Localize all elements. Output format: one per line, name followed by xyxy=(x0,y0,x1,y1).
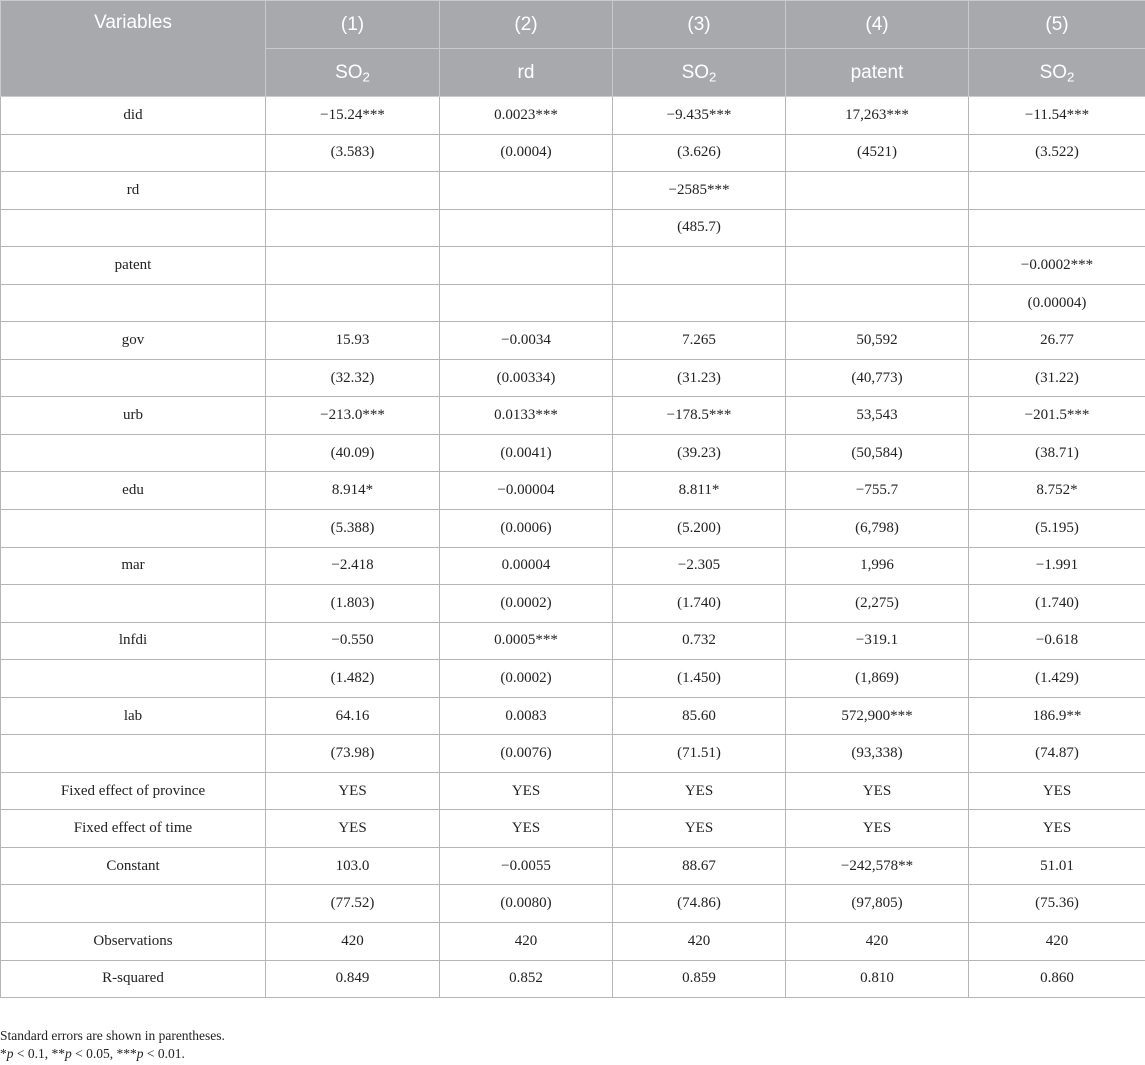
row-label xyxy=(1,510,266,548)
table-cell: 420 xyxy=(786,923,969,961)
table-cell xyxy=(786,172,969,210)
table-cell: YES xyxy=(440,772,613,810)
table-row xyxy=(1,322,1145,360)
row-label: edu xyxy=(1,472,266,510)
table-cell: (71.51) xyxy=(613,735,786,773)
table-cell: (0.00334) xyxy=(440,359,613,397)
table-cell: YES xyxy=(266,772,440,810)
table-row xyxy=(1,359,1145,397)
row-label xyxy=(1,134,266,172)
table-cell: 8.752* xyxy=(969,472,1145,510)
row-label: patent xyxy=(1,247,266,285)
table-cell xyxy=(613,284,786,322)
table-cell: −0.00004 xyxy=(440,472,613,510)
table-cell: (74.86) xyxy=(613,885,786,923)
table-cell: (40,773) xyxy=(786,359,969,397)
table-cell: 420 xyxy=(266,923,440,961)
table-cell: −1.991 xyxy=(969,547,1145,585)
table-row xyxy=(1,284,1145,322)
table-row xyxy=(1,585,1145,623)
table-cell: (2,275) xyxy=(786,585,969,623)
table-cell: (1.803) xyxy=(266,585,440,623)
row-label xyxy=(1,660,266,698)
table-cell: −755.7 xyxy=(786,472,969,510)
table-cell xyxy=(786,247,969,285)
table-notes xyxy=(0,1027,1145,1063)
table-cell: (38.71) xyxy=(969,434,1145,472)
table-cell xyxy=(266,247,440,285)
table-row xyxy=(1,697,1145,735)
row-label xyxy=(1,735,266,773)
table-cell: (97,805) xyxy=(786,885,969,923)
row-label: gov xyxy=(1,322,266,360)
table-cell xyxy=(440,247,613,285)
table-cell: 420 xyxy=(440,923,613,961)
row-label: Fixed effect of province xyxy=(1,772,266,810)
table-cell: YES xyxy=(786,810,969,848)
table-cell: −0.550 xyxy=(266,622,440,660)
table-cell: 0.859 xyxy=(613,960,786,998)
table-cell: (0.0002) xyxy=(440,585,613,623)
table-cell: (1.740) xyxy=(613,585,786,623)
table-cell: YES xyxy=(969,772,1145,810)
row-label: rd xyxy=(1,172,266,210)
table-cell: (50,584) xyxy=(786,434,969,472)
table-cell: −0.0002*** xyxy=(969,247,1145,285)
table-cell xyxy=(440,172,613,210)
row-label: Constant xyxy=(1,847,266,885)
table-cell: 85.60 xyxy=(613,697,786,735)
table-body xyxy=(1,97,1145,998)
table-cell xyxy=(786,209,969,247)
table-cell: −213.0*** xyxy=(266,397,440,435)
table-cell: 15.93 xyxy=(266,322,440,360)
table-cell: YES xyxy=(440,810,613,848)
table-row xyxy=(1,772,1145,810)
table-cell xyxy=(969,209,1145,247)
table-cell: (0.0041) xyxy=(440,434,613,472)
table-cell: 64.16 xyxy=(266,697,440,735)
row-label xyxy=(1,209,266,247)
row-label: lab xyxy=(1,697,266,735)
table-cell xyxy=(440,284,613,322)
table-cell: (77.52) xyxy=(266,885,440,923)
table-cell: −2.305 xyxy=(613,547,786,585)
table-cell: (93,338) xyxy=(786,735,969,773)
table-cell: 7.265 xyxy=(613,322,786,360)
header-col-num: (2) xyxy=(440,1,613,49)
table-cell: (74.87) xyxy=(969,735,1145,773)
table-cell: 0.810 xyxy=(786,960,969,998)
table-cell: (1.429) xyxy=(969,660,1145,698)
table-cell: 0.0005*** xyxy=(440,622,613,660)
table-cell: (1.450) xyxy=(613,660,786,698)
row-label xyxy=(1,885,266,923)
table-cell: (40.09) xyxy=(266,434,440,472)
table-row xyxy=(1,735,1145,773)
note-standard-errors: Standard errors are shown in parentheses. xyxy=(0,1028,225,1043)
table-cell: −9.435*** xyxy=(613,97,786,135)
table-cell: (73.98) xyxy=(266,735,440,773)
table-row xyxy=(1,923,1145,961)
row-label: Fixed effect of time xyxy=(1,810,266,848)
table-cell: (39.23) xyxy=(613,434,786,472)
table-header xyxy=(1,1,1145,97)
table-row xyxy=(1,547,1145,585)
row-label: R-squared xyxy=(1,960,266,998)
table-row xyxy=(1,97,1145,135)
table-row xyxy=(1,847,1145,885)
row-label: lnfdi xyxy=(1,622,266,660)
table-cell: YES xyxy=(786,772,969,810)
table-row xyxy=(1,134,1145,172)
table-cell: −0.0034 xyxy=(440,322,613,360)
table-cell: (5.200) xyxy=(613,510,786,548)
table-cell: 0.0023*** xyxy=(440,97,613,135)
table-row xyxy=(1,622,1145,660)
table-cell: 17,263*** xyxy=(786,97,969,135)
table-cell: (0.00004) xyxy=(969,284,1145,322)
row-label xyxy=(1,284,266,322)
table-row xyxy=(1,172,1145,210)
table-cell: YES xyxy=(969,810,1145,848)
table-cell: 0.860 xyxy=(969,960,1145,998)
table-cell: (4521) xyxy=(786,134,969,172)
table-cell: −11.54*** xyxy=(969,97,1145,135)
table-cell: (5.195) xyxy=(969,510,1145,548)
table-cell: (3.583) xyxy=(266,134,440,172)
table-row xyxy=(1,510,1145,548)
table-cell: 50,592 xyxy=(786,322,969,360)
table-cell: (1.482) xyxy=(266,660,440,698)
table-cell: (31.22) xyxy=(969,359,1145,397)
table-cell xyxy=(786,284,969,322)
table-row xyxy=(1,434,1145,472)
table-cell: (0.0006) xyxy=(440,510,613,548)
header-dep-var: $SO_2$ xyxy=(613,49,786,97)
row-label: did xyxy=(1,97,266,135)
table-cell: 0.0083 xyxy=(440,697,613,735)
table-cell: (485.7) xyxy=(613,209,786,247)
table-cell: 53,543 xyxy=(786,397,969,435)
row-label xyxy=(1,585,266,623)
table-cell xyxy=(613,247,786,285)
table-cell: 572,900*** xyxy=(786,697,969,735)
table-cell: 0.00004 xyxy=(440,547,613,585)
table-cell: −0.618 xyxy=(969,622,1145,660)
table-row xyxy=(1,209,1145,247)
table-cell: −242,578** xyxy=(786,847,969,885)
table-cell: YES xyxy=(613,772,786,810)
table-cell: 186.9** xyxy=(969,697,1145,735)
table-cell: 103.0 xyxy=(266,847,440,885)
table-cell: 1,996 xyxy=(786,547,969,585)
row-label: Observations xyxy=(1,923,266,961)
table-cell: (0.0002) xyxy=(440,660,613,698)
header-dep-var: rd xyxy=(440,49,613,97)
table-cell xyxy=(266,172,440,210)
table-cell: 0.0133*** xyxy=(440,397,613,435)
table-cell: 420 xyxy=(613,923,786,961)
table-cell: 88.67 xyxy=(613,847,786,885)
table-cell: −0.0055 xyxy=(440,847,613,885)
table-cell: 420 xyxy=(969,923,1145,961)
header-dep-var: $SO_2$ xyxy=(969,49,1145,97)
table-cell: −178.5*** xyxy=(613,397,786,435)
header-dep-var: patent xyxy=(786,49,969,97)
table-cell: 8.914* xyxy=(266,472,440,510)
table-cell: −15.24*** xyxy=(266,97,440,135)
table-cell: −201.5*** xyxy=(969,397,1145,435)
table-cell: 8.811* xyxy=(613,472,786,510)
table-cell: (3.626) xyxy=(613,134,786,172)
table-cell: (0.0004) xyxy=(440,134,613,172)
header-dep-var: $SO_2$ xyxy=(266,49,440,97)
table-cell: (32.32) xyxy=(266,359,440,397)
table-cell: (75.36) xyxy=(969,885,1145,923)
header-variables: Variables xyxy=(1,1,266,97)
table-cell: (1,869) xyxy=(786,660,969,698)
table-cell: 0.852 xyxy=(440,960,613,998)
header-row-numbers xyxy=(1,1,1145,49)
table-row xyxy=(1,247,1145,285)
header-col-num: (5) xyxy=(969,1,1145,49)
table-cell: YES xyxy=(266,810,440,848)
table-row xyxy=(1,810,1145,848)
note-significance: *p < 0.1, **p < 0.05, ***p < 0.01. xyxy=(0,1046,185,1061)
header-col-num: (1) xyxy=(266,1,440,49)
table-row xyxy=(1,660,1145,698)
table-row xyxy=(1,472,1145,510)
table-cell xyxy=(969,172,1145,210)
table-cell: 26.77 xyxy=(969,322,1145,360)
table-cell: (5.388) xyxy=(266,510,440,548)
table-row xyxy=(1,397,1145,435)
header-col-num: (4) xyxy=(786,1,969,49)
row-label: urb xyxy=(1,397,266,435)
table-cell xyxy=(266,209,440,247)
table-cell: (0.0076) xyxy=(440,735,613,773)
header-col-num: (3) xyxy=(613,1,786,49)
table-cell: 0.732 xyxy=(613,622,786,660)
row-label xyxy=(1,434,266,472)
table-cell: (3.522) xyxy=(969,134,1145,172)
table-cell: −319.1 xyxy=(786,622,969,660)
table-cell xyxy=(440,209,613,247)
table-cell: (1.740) xyxy=(969,585,1145,623)
table-cell: (0.0080) xyxy=(440,885,613,923)
table-row xyxy=(1,960,1145,998)
table-cell: 0.849 xyxy=(266,960,440,998)
table-cell: (31.23) xyxy=(613,359,786,397)
table-row xyxy=(1,885,1145,923)
table-cell: (6,798) xyxy=(786,510,969,548)
table-cell: YES xyxy=(613,810,786,848)
row-label xyxy=(1,359,266,397)
table-cell: 51.01 xyxy=(969,847,1145,885)
table-cell: −2.418 xyxy=(266,547,440,585)
table-cell xyxy=(266,284,440,322)
table-cell: −2585*** xyxy=(613,172,786,210)
row-label: mar xyxy=(1,547,266,585)
